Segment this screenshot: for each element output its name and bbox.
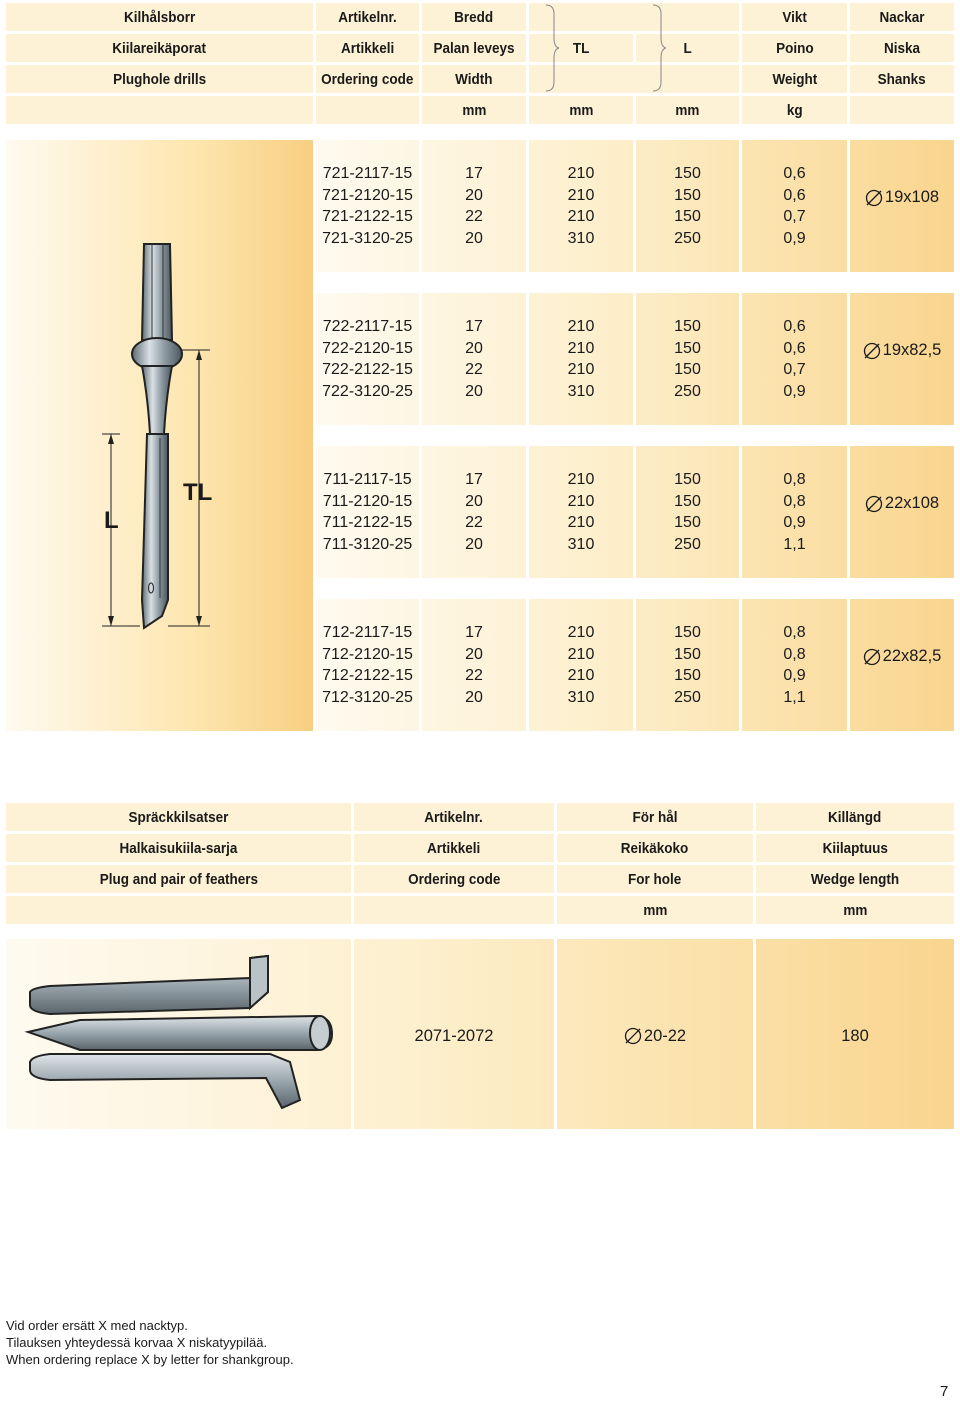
l-value: 250: [674, 382, 701, 400]
weight-value: 0,8: [783, 471, 806, 488]
header-text: Shanks: [877, 70, 927, 88]
tl-value: 210: [567, 208, 595, 225]
weight-cell: [742, 293, 847, 425]
l-cell: [636, 446, 739, 578]
l-value: 250: [674, 535, 701, 553]
tl-value: 210: [567, 318, 595, 335]
brace-tl-icon: [543, 4, 561, 92]
column-divider: [526, 140, 529, 731]
weight-value: 1,1: [783, 535, 806, 553]
header-text: Spräckkilsatser: [128, 808, 229, 826]
code-value: 721-2122-15: [322, 208, 413, 225]
header-text: Ordering code: [407, 870, 501, 888]
weight-value: 0,7: [783, 361, 806, 378]
header-weight-sv: [742, 3, 847, 31]
unit-width: [422, 96, 526, 124]
shank-value: 22x108: [884, 494, 940, 512]
dimension-label-tl: TL: [183, 479, 213, 506]
code-value: 711-2120-15: [322, 492, 413, 510]
weight-cell: [742, 140, 847, 272]
header-text: Plug and pair of feathers: [99, 870, 258, 888]
header-text: Plughole drills: [112, 70, 207, 88]
weight-value: 0,8: [783, 492, 806, 510]
weight-value: 0,9: [783, 229, 806, 247]
width-value: 22: [465, 208, 483, 225]
header-product-sv: [6, 803, 351, 831]
code-value: 722-2120-15: [322, 339, 413, 357]
code-value: 711-3120-25: [322, 535, 413, 553]
header-text: Artikelnr.: [338, 8, 397, 26]
l-value: 150: [674, 318, 701, 335]
code-value: 711-2122-15: [322, 514, 413, 531]
header-code-sv: [316, 3, 419, 31]
shank-value: 19x108: [884, 188, 940, 206]
tl-value: 210: [567, 667, 595, 684]
header-text: Ordering code: [321, 70, 414, 88]
header-hole-en: [557, 865, 753, 893]
header-text: Weight: [772, 70, 817, 88]
width-value: 22: [465, 667, 483, 684]
header-units-blank: [354, 896, 554, 924]
shank-value: 19x82,5: [882, 341, 942, 359]
l-value: 150: [674, 624, 701, 641]
weight-value: 0,6: [783, 165, 806, 182]
weight-value: 0,9: [783, 514, 806, 531]
width-value: 20: [465, 229, 483, 247]
tl-value: 210: [567, 165, 595, 182]
diameter-icon: [863, 648, 881, 666]
weight-value: 0,6: [783, 318, 806, 335]
code-value: 712-2117-15: [322, 624, 413, 641]
header-text: Artikelnr.: [424, 808, 484, 826]
tl-cell: [529, 293, 633, 425]
page-number: 7: [940, 1383, 949, 1400]
dimension-label-l: L: [104, 507, 119, 534]
tl-value: 210: [567, 514, 595, 531]
header-width-en: [422, 65, 526, 93]
feathers-code-value: 2071-2072: [414, 1026, 494, 1045]
diameter-icon: [863, 342, 881, 360]
tl-cell: [529, 140, 633, 272]
l-value: 150: [674, 645, 701, 663]
header-text: Niska: [883, 39, 921, 57]
column-divider: [847, 140, 850, 731]
plug-and-feathers-illustration: [20, 950, 340, 1120]
header-text: L: [683, 39, 692, 57]
l-value: 150: [674, 361, 701, 378]
header-text: Kiilareikäporat: [112, 39, 207, 57]
footnote: When ordering replace X by letter for shankgroup.: [6, 1352, 294, 1367]
code-cell: [316, 446, 419, 578]
header-product-en: [6, 865, 351, 893]
feathers-hole: [557, 1020, 753, 1052]
header-text: Nackar: [879, 8, 925, 26]
weight-cell: [742, 446, 847, 578]
header-wedge-en: [756, 865, 954, 893]
header-weight-en: [742, 65, 847, 93]
header-text: Halkaisukiila-sarja: [119, 839, 238, 857]
header-code-en: [354, 865, 554, 893]
weight-value: 0,7: [783, 208, 806, 225]
header-text: Palan leveys: [433, 39, 515, 57]
shank-value: 22x82,5: [882, 647, 942, 665]
header-width-fi: [422, 34, 526, 62]
width-cell: [422, 446, 526, 578]
width-value: 17: [465, 165, 483, 182]
shank-cell: [850, 599, 954, 714]
code-value: 721-2117-15: [322, 165, 413, 182]
header-text: Kiilaptuus: [822, 839, 888, 857]
unit-hole: [557, 896, 753, 924]
l-cell: [636, 140, 739, 272]
header-text: Killängd: [828, 808, 882, 826]
diameter-icon: [865, 495, 883, 513]
header-text: mm: [842, 901, 868, 919]
l-value: 250: [674, 688, 701, 706]
tl-value: 210: [567, 361, 595, 378]
code-value: 721-2120-15: [322, 186, 413, 204]
header-weight-fi: [742, 34, 847, 62]
tl-value: 310: [567, 535, 595, 553]
header-units-blank: [316, 96, 419, 124]
header-product-en: [6, 65, 313, 93]
tl-value: 210: [567, 471, 595, 488]
header-code-fi: [354, 834, 554, 862]
code-value: 712-2120-15: [322, 645, 413, 663]
code-cell: [316, 140, 419, 272]
brace-l-icon: [650, 4, 668, 92]
code-value: 722-2117-15: [322, 318, 413, 335]
l-value: 150: [674, 339, 701, 357]
width-value: 20: [465, 492, 483, 510]
header-units-blank: [6, 896, 351, 924]
footnote: Vid order ersätt X med nacktyp.: [6, 1318, 188, 1333]
width-value: 17: [465, 624, 483, 641]
header-hole-sv: [557, 803, 753, 831]
tl-value: 210: [567, 492, 595, 510]
code-value: 712-3120-25: [322, 688, 413, 706]
header-text: kg: [786, 101, 803, 119]
width-value: 20: [465, 382, 483, 400]
header-product-fi: [6, 34, 313, 62]
tl-cell: [529, 446, 633, 578]
header-text: mm: [642, 901, 668, 919]
column-divider: [633, 140, 636, 731]
code-value: 711-2117-15: [323, 471, 412, 488]
tl-value: 210: [567, 339, 595, 357]
l-value: 150: [674, 471, 701, 488]
l-value: 150: [674, 165, 701, 182]
code-value: 721-3120-25: [322, 229, 413, 247]
header-hole-fi: [557, 834, 753, 862]
footnote: Tilauksen yhteydessä korvaa X niskatyypilää.: [6, 1335, 268, 1350]
width-value: 20: [465, 535, 483, 553]
unit-weight: [742, 96, 847, 124]
l-value: 150: [674, 186, 701, 204]
l-value: 250: [674, 229, 701, 247]
tl-value: 210: [567, 186, 595, 204]
diameter-icon: [624, 1027, 642, 1045]
header-text: Width: [455, 70, 493, 88]
header-code-sv: [354, 803, 554, 831]
header-code-en: [316, 65, 419, 93]
width-cell: [422, 599, 526, 731]
header-shank-fi: [850, 34, 954, 62]
weight-value: 0,8: [783, 624, 806, 641]
header-text: Kilhålsborr: [123, 8, 196, 26]
diameter-icon: [865, 189, 883, 207]
header-wedge-sv: [756, 803, 954, 831]
header-text: Poino: [775, 39, 814, 57]
header-text: mm: [461, 101, 487, 119]
weight-cell: [742, 599, 847, 731]
header-text: Wedge length: [810, 870, 900, 888]
header-units-blank: [850, 96, 954, 124]
weight-value: 0,6: [783, 186, 806, 204]
header-width-sv: [422, 3, 526, 31]
header-text: For hole: [628, 870, 682, 888]
weight-value: 0,9: [783, 382, 806, 400]
l-value: 150: [674, 667, 701, 684]
header-product-sv: [6, 3, 313, 31]
feathers-wedge-value: 180: [841, 1026, 869, 1045]
code-value: 712-2122-15: [322, 667, 413, 684]
header-text: TL: [572, 39, 590, 57]
width-value: 22: [465, 514, 483, 531]
header-shank-sv: [850, 3, 954, 31]
width-value: 20: [465, 645, 483, 663]
header-text: Artikkeli: [427, 839, 481, 857]
code-value: 722-2122-15: [322, 361, 413, 378]
feathers-code: [354, 1020, 554, 1052]
unit-l: [636, 96, 739, 124]
weight-value: 0,9: [783, 667, 806, 684]
header-text: mm: [568, 101, 594, 119]
tl-value: 310: [567, 382, 595, 400]
l-cell: [636, 599, 739, 731]
header-text: Reikäkoko: [621, 839, 689, 857]
header-text: Vikt: [782, 8, 807, 26]
header-code-fi: [316, 34, 419, 62]
column-divider: [419, 140, 422, 731]
tl-cell: [529, 599, 633, 731]
tl-value: 310: [567, 229, 595, 247]
header-wedge-fi: [756, 834, 954, 862]
unit-tl: [529, 96, 633, 124]
width-value: 22: [465, 361, 483, 378]
shank-cell: [850, 293, 954, 408]
feathers-hole-value: 20-22: [643, 1026, 687, 1045]
weight-value: 0,6: [783, 339, 806, 357]
header-product-fi: [6, 834, 351, 862]
header-text: För hål: [632, 808, 678, 826]
width-value: 17: [465, 318, 483, 335]
weight-value: 1,1: [783, 688, 806, 706]
column-divider: [739, 140, 742, 731]
l-value: 150: [674, 514, 701, 531]
tl-value: 210: [567, 624, 595, 641]
width-cell: [422, 140, 526, 272]
code-value: 722-3120-25: [322, 382, 413, 400]
l-cell: [636, 293, 739, 425]
shank-cell: [850, 446, 954, 561]
code-cell: [316, 293, 419, 425]
width-value: 20: [465, 688, 483, 706]
weight-value: 0,8: [783, 645, 806, 663]
code-cell: [316, 599, 419, 731]
shank-cell: [850, 140, 954, 255]
l-value: 150: [674, 208, 701, 225]
plughole-drill-illustration: [100, 238, 230, 633]
width-value: 20: [465, 186, 483, 204]
width-value: 17: [465, 471, 483, 488]
unit-wedge: [756, 896, 954, 924]
header-text: Artikkeli: [340, 39, 395, 57]
feathers-wedge: [756, 1020, 954, 1052]
header-text: mm: [675, 101, 700, 119]
l-value: 150: [674, 492, 701, 510]
width-value: 20: [465, 339, 483, 357]
width-cell: [422, 293, 526, 425]
tl-value: 210: [567, 645, 595, 663]
header-text: Bredd: [454, 8, 494, 26]
header-units-blank: [6, 96, 313, 124]
tl-value: 310: [567, 688, 595, 706]
header-shank-en: [850, 65, 954, 93]
